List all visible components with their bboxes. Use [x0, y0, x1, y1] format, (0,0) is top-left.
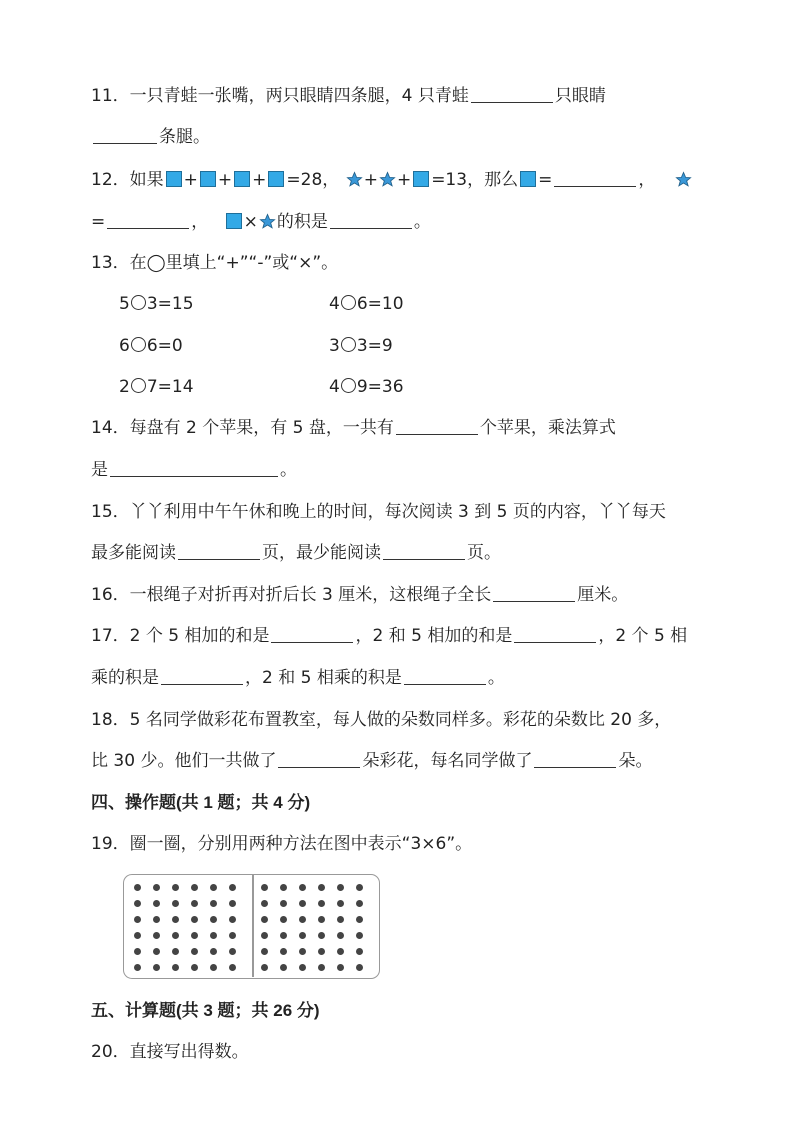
q17-text: 17．2 个 5 相加的和是 — [91, 626, 270, 646]
q14-text: 个苹果，乘法算式 — [479, 418, 616, 438]
q16-text: 16．一根绳子对折再对折后长 3 厘米，这根绳子全长 — [91, 585, 492, 605]
dot[interactable] — [318, 916, 325, 923]
q15-line2 — [91, 541, 501, 565]
dot[interactable] — [229, 900, 236, 907]
q15-blank-max[interactable] — [178, 541, 260, 560]
dot[interactable] — [210, 932, 217, 939]
dot[interactable] — [280, 932, 287, 939]
circle-blank[interactable] — [341, 337, 356, 352]
q14-text: 是 — [91, 460, 108, 480]
dot[interactable] — [191, 900, 198, 907]
q17-blank-4[interactable] — [404, 666, 486, 685]
dot[interactable] — [191, 964, 198, 971]
q17-line2 — [91, 666, 505, 690]
dot[interactable] — [210, 948, 217, 955]
dot[interactable] — [172, 964, 179, 971]
dot[interactable] — [134, 916, 141, 923]
q12-text: =28， — [286, 170, 340, 190]
dot[interactable] — [356, 964, 363, 971]
dot[interactable] — [229, 948, 236, 955]
dot[interactable] — [261, 964, 268, 971]
q14-line1 — [91, 416, 616, 440]
dot[interactable] — [337, 884, 344, 891]
dot[interactable] — [134, 948, 141, 955]
q17-blank-1[interactable] — [271, 624, 353, 643]
dot[interactable] — [210, 884, 217, 891]
dot[interactable] — [356, 932, 363, 939]
dot[interactable] — [280, 900, 287, 907]
q18-line2 — [91, 749, 652, 773]
q17-text: 。 — [487, 668, 505, 688]
q16-text: 厘米。 — [577, 585, 629, 605]
q20-text: 20．直接写出得数。 — [91, 1042, 249, 1062]
times-sign: × — [243, 212, 258, 232]
dot[interactable] — [318, 948, 325, 955]
q19-text: 19．圈一圈，分别用两种方法在图中表示“3×6”。 — [91, 834, 473, 854]
square-icon — [413, 171, 429, 187]
square-icon — [226, 213, 242, 229]
dot[interactable] — [337, 964, 344, 971]
star-icon — [675, 171, 692, 188]
dot[interactable] — [210, 900, 217, 907]
dot[interactable] — [337, 932, 344, 939]
q15-text: 最多能阅读 — [91, 543, 176, 563]
q13-eq-4: 3 3=9 — [329, 336, 393, 356]
dot[interactable] — [261, 900, 268, 907]
plus-sign: + — [217, 170, 233, 190]
q18-line1: 18．5 名同学做彩花布置教室，每人做的朵数同样多。彩花的朵数比 20 多， — [91, 710, 672, 730]
circle-blank[interactable] — [341, 295, 356, 310]
dot[interactable] — [134, 932, 141, 939]
dot[interactable] — [299, 964, 306, 971]
q13-text: 13．在◯里填上“+”“-”或“×”。 — [91, 253, 339, 273]
dot[interactable] — [299, 948, 306, 955]
q17-text: ，2 和 5 相加的和是 — [355, 626, 513, 646]
q11-text: 11．一只青蛙一张嘴，两只眼睛四条腿，4 只青蛙 — [91, 86, 469, 106]
q14-line2 — [91, 458, 297, 482]
dot[interactable] — [172, 900, 179, 907]
dot[interactable] — [261, 948, 268, 955]
section-heading: 四、操作题(共 1 题；共 4 分) — [91, 793, 311, 812]
dot[interactable] — [356, 916, 363, 923]
q17-text: ，2 和 5 相乘的积是 — [245, 668, 402, 688]
q16-blank-length[interactable] — [493, 583, 575, 602]
dot[interactable] — [280, 884, 287, 891]
q14-blank-formula[interactable] — [110, 458, 278, 477]
q12-text: = — [91, 212, 106, 232]
q17-text: ，2 个 5 相 — [598, 626, 688, 646]
q11-line2 — [91, 125, 210, 149]
square-icon — [234, 171, 250, 187]
dot[interactable] — [229, 932, 236, 939]
star-icon — [346, 171, 363, 188]
q12-text: =13，那么 — [431, 170, 519, 190]
dot[interactable] — [356, 948, 363, 955]
circle-blank[interactable] — [341, 378, 356, 393]
q12-blank-star[interactable] — [107, 210, 189, 229]
dot[interactable] — [191, 884, 198, 891]
square-icon — [200, 171, 216, 187]
dot[interactable] — [153, 884, 160, 891]
q11-text: 条腿。 — [159, 127, 210, 147]
dot[interactable] — [172, 916, 179, 923]
plus-sign: + — [252, 170, 267, 190]
dot[interactable] — [153, 948, 160, 955]
circle-blank[interactable] — [131, 378, 146, 393]
dot[interactable] — [153, 900, 160, 907]
dot[interactable] — [318, 900, 325, 907]
dot[interactable] — [134, 900, 141, 907]
q14-text: 14．每盘有 2 个苹果，有 5 盘，一共有 — [91, 418, 394, 438]
dot[interactable] — [172, 948, 179, 955]
q18-blank-each[interactable] — [534, 749, 616, 768]
plus-sign: + — [363, 170, 378, 190]
dot-array-figure — [123, 874, 380, 979]
section-heading: 五、计算题(共 3 题；共 26 分) — [91, 1001, 320, 1020]
q17-line1 — [91, 624, 687, 648]
q12-blank-product[interactable] — [330, 210, 412, 229]
dot[interactable] — [229, 884, 236, 891]
q12-text: ， — [191, 212, 209, 232]
dot[interactable] — [229, 964, 236, 971]
q12-text: 。 — [413, 212, 431, 232]
dot[interactable] — [299, 932, 306, 939]
dot[interactable] — [261, 884, 268, 891]
q18-text: 比 30 少。他们一共做了 — [91, 751, 277, 771]
square-icon — [166, 171, 182, 187]
q13-eq-3: 6 6=0 — [119, 336, 183, 356]
dot[interactable] — [280, 916, 287, 923]
q15-text: 页。 — [467, 543, 501, 563]
circle-blank[interactable] — [131, 295, 146, 310]
q13-eq-2: 4 6=10 — [329, 294, 404, 314]
dot[interactable] — [356, 884, 363, 891]
dot[interactable] — [261, 916, 268, 923]
dot[interactable] — [299, 900, 306, 907]
square-icon — [520, 171, 536, 187]
star-icon — [379, 171, 396, 188]
q12-blank-square[interactable] — [554, 168, 636, 187]
dot[interactable] — [134, 884, 141, 891]
dot-array-divider — [252, 875, 254, 977]
dot[interactable] — [229, 916, 236, 923]
dot[interactable] — [356, 900, 363, 907]
q17-blank-2[interactable] — [514, 624, 596, 643]
plus-sign: + — [396, 170, 412, 190]
dot[interactable] — [191, 916, 198, 923]
q17-blank-3[interactable] — [161, 666, 243, 685]
q13-eq-6: 4 9=36 — [329, 377, 404, 397]
dot[interactable] — [191, 932, 198, 939]
dot[interactable] — [261, 932, 268, 939]
dot[interactable] — [172, 932, 179, 939]
circle-blank[interactable] — [131, 337, 146, 352]
q18-text: 朵。 — [618, 751, 653, 771]
q12-line1 — [91, 168, 693, 192]
dot[interactable] — [134, 964, 141, 971]
dot[interactable] — [299, 884, 306, 891]
dot[interactable] — [210, 916, 217, 923]
dot[interactable] — [299, 916, 306, 923]
plus-sign: + — [183, 170, 198, 190]
q12-text: = — [538, 170, 553, 190]
q11-blank-legs[interactable] — [93, 125, 157, 144]
q12-line2 — [91, 210, 431, 234]
dot[interactable] — [210, 964, 217, 971]
q11-blank-eyes[interactable] — [471, 84, 553, 103]
q13-eq-5: 2 7=14 — [119, 377, 194, 397]
q11-line1 — [91, 84, 606, 108]
dot[interactable] — [153, 916, 160, 923]
q12-text: 的积是 — [276, 212, 328, 232]
q13-eq-1: 5 3=15 — [119, 294, 194, 314]
q14-text: 。 — [280, 460, 297, 480]
star-icon — [259, 213, 276, 230]
q14-blank-apples[interactable] — [396, 416, 478, 435]
dot[interactable] — [172, 884, 179, 891]
q15-line1: 15．丫丫利用中午午休和晚上的时间，每次阅读 3 到 5 页的内容，丫丫每天 — [91, 502, 666, 522]
square-icon — [268, 171, 284, 187]
q17-text: 乘的积是 — [91, 668, 159, 688]
q11-text: 只眼睛 — [554, 86, 606, 106]
dot[interactable] — [318, 932, 325, 939]
dot[interactable] — [191, 948, 198, 955]
q12-text: ， — [638, 170, 656, 190]
q18-blank-total[interactable] — [278, 749, 360, 768]
q16-line — [91, 583, 628, 607]
dot[interactable] — [280, 948, 287, 955]
dot[interactable] — [153, 932, 160, 939]
dot[interactable] — [153, 964, 160, 971]
dot[interactable] — [337, 948, 344, 955]
q12-text: 12．如果 — [91, 170, 164, 190]
q15-text: 页，最少能阅读 — [262, 543, 381, 563]
dot[interactable] — [337, 916, 344, 923]
dot[interactable] — [318, 964, 325, 971]
q18-text: 朵彩花，每名同学做了 — [362, 751, 533, 771]
q15-blank-min[interactable] — [383, 541, 465, 560]
dot[interactable] — [280, 964, 287, 971]
dot[interactable] — [318, 884, 325, 891]
dot[interactable] — [337, 900, 344, 907]
